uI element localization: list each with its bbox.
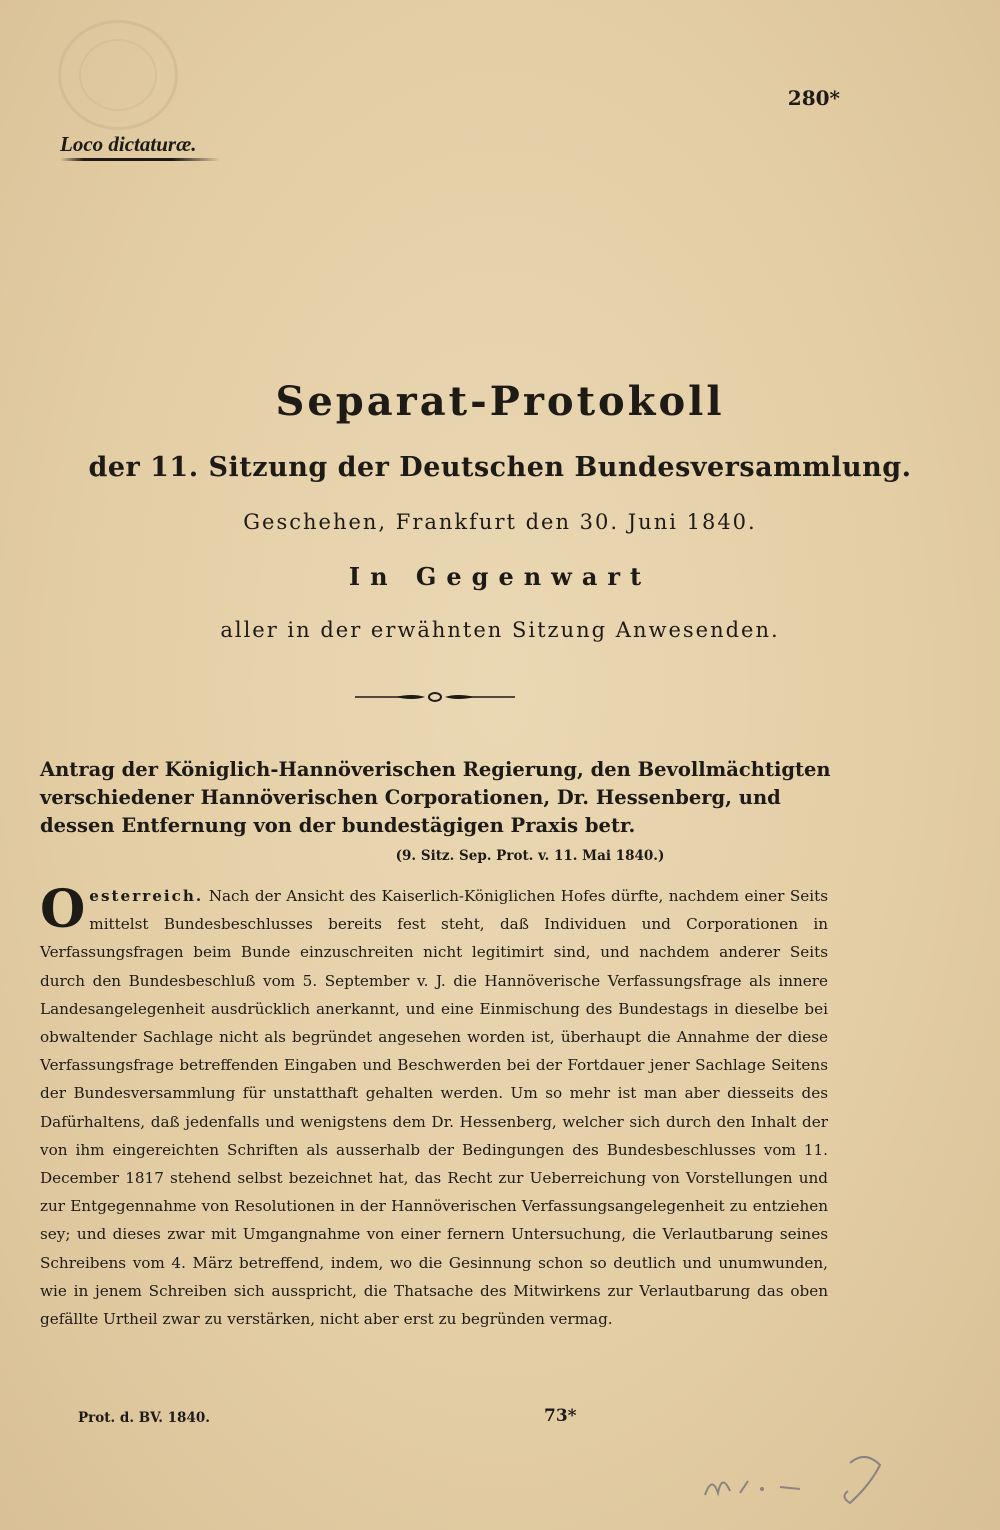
- motion-reference: (9. Sitz. Sep. Prot. v. 11. Mai 1840.): [395, 848, 665, 864]
- presence-heading: In Gegenwart: [348, 562, 652, 591]
- body-paragraph: [40, 879, 829, 1333]
- loco-underline: [60, 158, 220, 161]
- date-line: Geschehen, Frankfurt den 30. Juni 1840.: [243, 510, 757, 534]
- country-name: esterreich.: [89, 887, 204, 905]
- document-title: Separat-Protokoll: [275, 378, 725, 425]
- drop-cap: O: [40, 879, 86, 940]
- divider-ornament: [355, 688, 515, 706]
- document-subtitle: der 11. Sitzung der Deutschen Bundesversammlung.: [88, 452, 912, 483]
- motion-heading: Antrag der Königlich-Hannöverischen Regierung, den Bevollmächtigten verschiedener Hannöverischen Corporationen, Dr. Hessenberg, und dessen Entfernung von der bundestägigen Praxis betr.: [40, 758, 831, 837]
- page-number: 280*: [787, 86, 840, 110]
- footer-signature: Prot. d. BV. 1840.: [78, 1410, 210, 1426]
- library-stamp: [58, 20, 178, 130]
- loco-dictaturae-label: Loco dictaturæ.: [60, 132, 197, 156]
- footer-sheet-number: 73*: [544, 1406, 577, 1426]
- handwritten-mark: [700, 1445, 910, 1505]
- body-text: Nach der Ansicht des Kaiserlich-Königlichen Hofes dürfte, nachdem einer Seits mittelst Bundesbeschlusses bereits fest steht, daß Individuen und Corporationen in Verfassungsfragen beim Bunde einzuschreiten nicht legitimirt sind, und nachdem anderer Seits durch den Bundesbeschluß vom 5. September v. J. die Hannöverische Verfassungsfrage als innere Landesangelegenheit ausdrücklich anerkannt, und eine Einmischung des Bundestags in dieselbe bei obwaltender Sachlage nicht als begründet angesehen worden ist, überhaupt die Annahme der diese Verfassungsfrage betreffenden Eingaben und Beschwerden bei der Fortdauer jener Sachlage Seitens der Bundesversammlung für unstatthaft gehalten werden. Um so mehr ist man aber diesseits des Dafürhaltens, daß jedenfalls und wenigstens dem Dr. Hessenberg, welcher sich durch den Inhalt der von ihm eingereichten Schriften als ausserhalb der Bedingungen des Bundesbeschlusses vom 11. December 1817 stehend selbst bezeichnet hat, das Recht zur Ueberreichung von Vorstellungen und zur Entgegennahme von Resolutionen in der Hannöverischen Verfassungsangelegenheit zu entziehen sey; und dieses zwar mit Umgangnahme von einer fernern Untersuchung, die Verlautbarung seines Schreibens vom 4. März betreffend, indem, wo die Gesinnung schon so deutlich und unumwunden, wie in jenem Schreiben sich ausspricht, die Thatsache des Mitwirkens zur Verlautbarung das oben gefällte Urtheil zwar zu verstärken, nicht aber erst zu begründen vermag.: [40, 887, 829, 1329]
- attendance-line: aller in der erwähnten Sitzung Anwesenden.: [220, 618, 780, 642]
